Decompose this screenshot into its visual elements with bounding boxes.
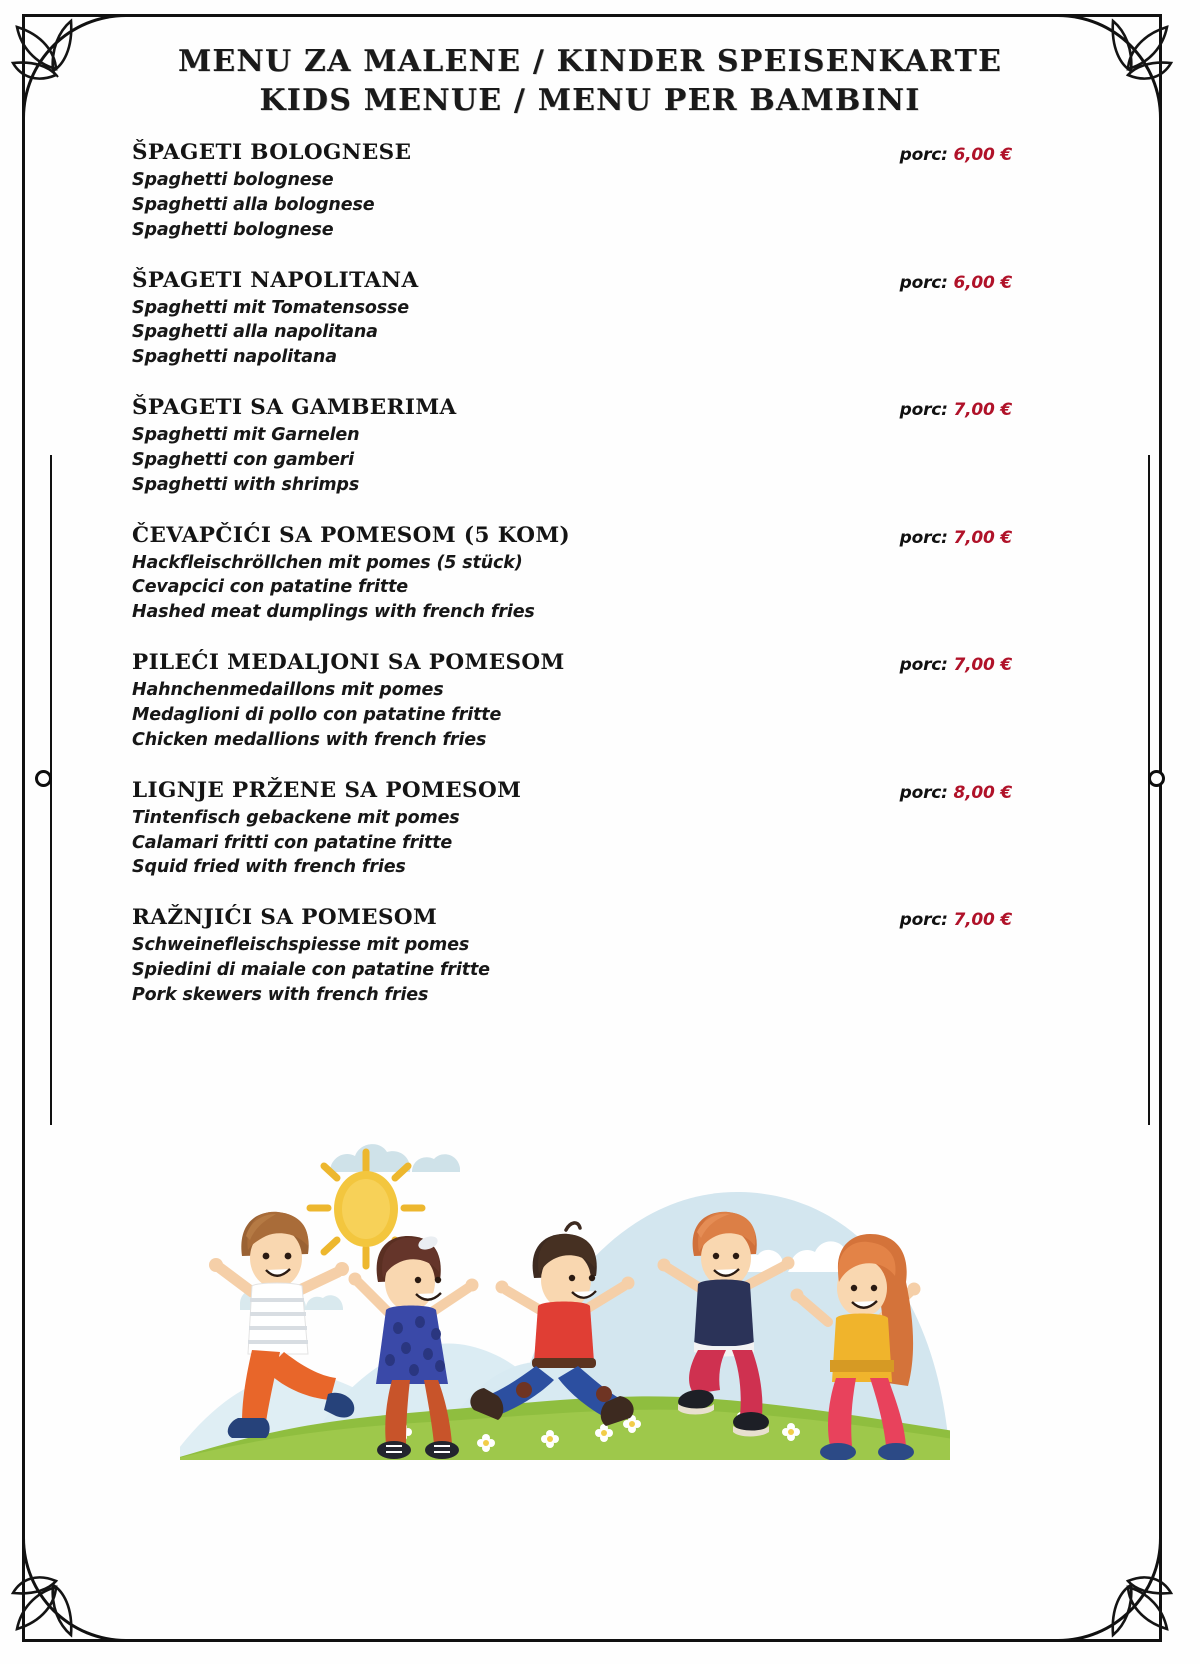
price-label: porc: [899, 782, 948, 803]
frame-corner-bottom-left [22, 1534, 130, 1642]
menu-item-header [132, 907, 1012, 930]
menu-item [132, 777, 1012, 881]
menu-item-description: Spaghetti con gamberi [132, 449, 355, 470]
menu-item-description: Hackfleischröllchen mit pomes (5 stück) [132, 552, 523, 573]
menu-item [132, 397, 1012, 498]
menu-item-description: Spaghetti with shrimps [132, 474, 360, 495]
frame-corner-top-left [22, 14, 130, 122]
price-label: porc: [899, 145, 948, 165]
price-amount: 6,00 € [953, 272, 1012, 293]
menu-item-description: Cevapcici con patatine fritte [132, 577, 409, 598]
menu-item-price [900, 142, 1012, 165]
side-dot-right [1148, 770, 1165, 787]
menu-item-descriptions [132, 423, 1012, 498]
price-amount: 7,00 € [953, 527, 1012, 548]
menu-item [132, 522, 1012, 626]
price-amount: 8,00 € [953, 782, 1012, 803]
menu-item-name: ŠPAGETI BOLOGNESE [132, 140, 412, 165]
menu-item-description: Spaghetti bolognese [132, 170, 334, 190]
menu-item-header [132, 652, 1012, 675]
side-dot-left [35, 770, 52, 787]
menu-item-price [900, 525, 1012, 548]
menu-item-descriptions [132, 933, 1012, 1008]
menu-item-name: ŠPAGETI SA GAMBERIMA [132, 395, 457, 421]
page-title-line-2: KIDS MENUE / MENU PER BAMBINI [259, 83, 921, 118]
menu-item-name: ČEVAPČIĆI SA POMESOM (5 KOM) [132, 522, 571, 548]
menu-item-descriptions [132, 551, 1012, 626]
price-amount: 7,00 € [953, 400, 1012, 421]
menu-item-description: Chicken medallions with french fries [132, 729, 487, 750]
menu-item-header [132, 522, 1012, 548]
side-rule-right [1148, 455, 1150, 1125]
menu-item-description: Spaghetti mit Tomatensosse [132, 297, 409, 318]
menu-item-header [132, 777, 1012, 803]
menu-item-header [132, 142, 1012, 165]
menu-item-price [900, 397, 1012, 420]
menu-header [130, 42, 1050, 120]
menu-item-description: Spaghetti napolitana [132, 347, 337, 368]
price-label: porc: [899, 400, 948, 421]
menu-item-description: Squid fried with french fries [132, 857, 406, 878]
price-amount: 7,00 € [953, 655, 1012, 676]
menu-item [132, 142, 1012, 243]
menu-item-descriptions [132, 296, 1012, 371]
menu-item [132, 652, 1012, 753]
menu-item-header [132, 397, 1012, 420]
menu-item-description: Calamari fritti con patatine fritte [132, 832, 453, 853]
kids-illustration [180, 1060, 950, 1460]
price-label: porc: [899, 272, 948, 293]
menu-item-description: Medaglioni di pollo con patatine fritte [132, 704, 502, 725]
page-title-line-1: MENU ZA MALENE / KINDER SPEISENKARTE [177, 44, 1003, 79]
menu-item-header [132, 267, 1012, 293]
frame-corner-top-right [1054, 14, 1162, 122]
frame-corner-bottom-right [1054, 1534, 1162, 1642]
menu-item-description: Pork skewers with french fries [132, 984, 429, 1005]
price-amount: 6,00 € [953, 145, 1012, 165]
menu-item [132, 907, 1012, 1008]
price-label: porc: [899, 655, 948, 676]
menu-item-price [900, 780, 1012, 803]
menu-item-price [900, 907, 1012, 930]
menu-item-price [900, 652, 1012, 675]
menu-item-description: Hahnchenmedaillons mit pomes [132, 680, 444, 701]
menu-item-price [900, 270, 1012, 293]
menu-item-description: Spaghetti mit Garnelen [132, 425, 360, 446]
menu-item-description: Hashed meat dumplings with french fries [132, 602, 535, 623]
price-amount: 7,00 € [953, 910, 1012, 931]
menu-item-description: Schweinefleischspiesse mit pomes [132, 935, 470, 956]
menu-item [132, 267, 1012, 371]
menu-item-name: LIGNJE PRŽENE SA POMESOM [132, 777, 522, 803]
menu-item-description: Spaghetti alla bolognese [132, 194, 375, 215]
menu-item-name: PILEĆI MEDALJONI SA POMESOM [132, 650, 565, 676]
menu-item-name: RAŽNJIĆI SA POMESOM [132, 905, 438, 931]
menu-item-descriptions [132, 678, 1012, 753]
price-label: porc: [899, 910, 948, 931]
menu-item-description: Spaghetti alla napolitana [132, 322, 378, 343]
menu-item-list [132, 142, 1012, 1035]
side-rule-left [50, 455, 52, 1125]
menu-item-description: Tintenfisch gebackene mit pomes [132, 807, 460, 828]
menu-item-description: Spaghetti bolognese [132, 219, 334, 240]
menu-item-description: Spiedini di maiale con patatine fritte [132, 960, 490, 981]
menu-item-descriptions [132, 806, 1012, 881]
price-label: porc: [899, 527, 948, 548]
menu-item-descriptions [132, 168, 1012, 243]
menu-item-name: ŠPAGETI NAPOLITANA [132, 267, 419, 293]
